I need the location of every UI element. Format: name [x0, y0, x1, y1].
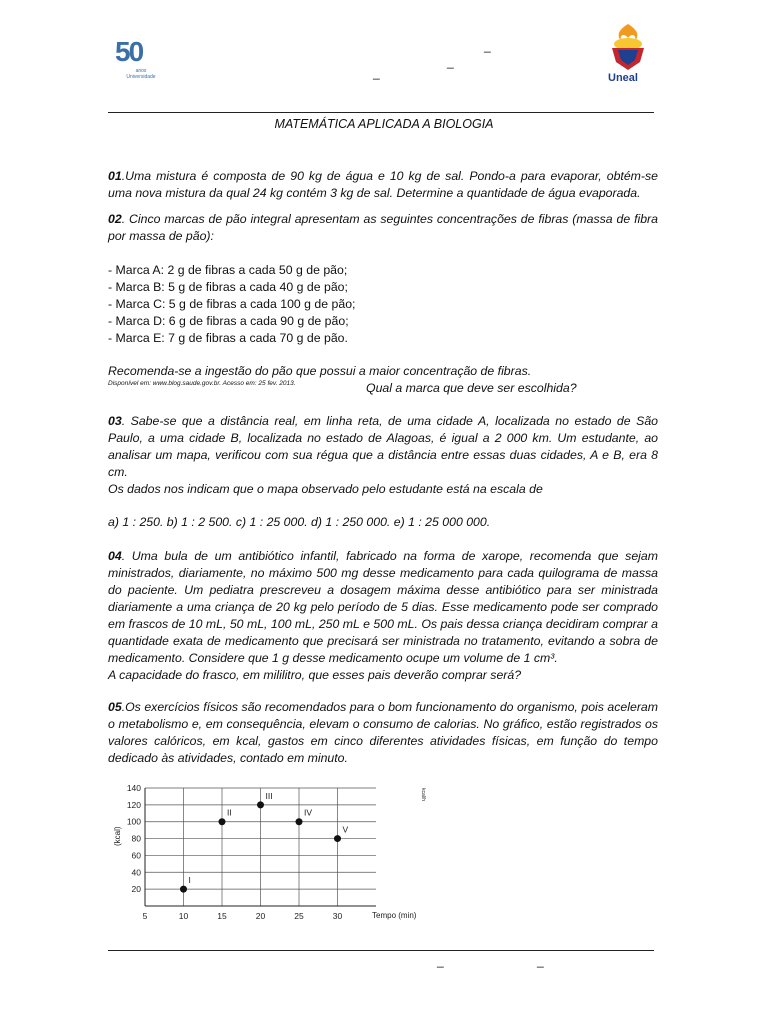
- question-02: [108, 211, 658, 245]
- question-04: [108, 548, 658, 684]
- logo-uneal: [606, 22, 650, 90]
- logo-uneal-text: Uneal: [608, 72, 638, 84]
- logo-subtext: anos Universidade: [126, 68, 156, 80]
- footer-rule: [108, 950, 654, 951]
- data-point-label: IV: [304, 807, 313, 818]
- question-text: A capacidade do frasco, em mililitro, que esses pais deverão comprar será?: [108, 668, 522, 682]
- data-point-label: II: [227, 807, 232, 818]
- question-text: .Os exercícios físicos são recomendados para o bom funcionamento do organismo, pois aceleram o metabolismo e, em consequência, elevam o consumo de calorias. No gráfico, estão registrados os valores calóricos, em kcal, gastos em cinco diferentes atividades físicas, em função do tempo dedicado às atividades, contado em minuto.: [108, 700, 658, 765]
- question-text: . Sabe-se que a distância real, em linha reta, de uma cidade A, localizada no estado de São Paulo, a uma cidade B, localizada no estado de Alagoas, é igual a 2 000 km. Um estudante, ao analisar um mapa, verificou com sua régua que a distância entre essas duas cidades, A e B, era 8 cm.: [108, 414, 658, 479]
- question-03: [108, 413, 658, 498]
- data-point-label: V: [342, 824, 349, 835]
- recommendation-text: Recomenda-se a ingestão do pão que possui a maior concentração de fibras.: [108, 364, 532, 378]
- uneal-crest-icon: [606, 22, 650, 72]
- list-item: - Marca D: 6 g de fibras a cada 90 g de pão;: [108, 314, 349, 328]
- data-point-label: I: [188, 875, 191, 886]
- question-number: 01: [108, 169, 122, 183]
- question-number: 03: [108, 414, 122, 428]
- question-05: [108, 699, 658, 767]
- x-tick-label: 10: [178, 911, 189, 921]
- source-citation: Disponível em: www.blog.saude.gov.br. Acesso em: 25 fev. 2013.: [108, 380, 296, 387]
- list-item: - Marca C: 5 g de fibras a cada 100 g de pão;: [108, 297, 356, 311]
- answer-options: a) 1 : 250. b) 1 : 2 500. c) 1 : 25 000. d) 1 : 250 000. e) 1 : 25 000 000.: [108, 515, 491, 529]
- header-rule: [108, 112, 654, 113]
- brand-list: [108, 262, 658, 347]
- data-point: [219, 818, 226, 825]
- y-axis-label: (kcal): [113, 826, 122, 846]
- question-number: 04: [108, 549, 122, 563]
- page-title: MATEMÁTICA APLICADA A BIOLOGIA: [274, 117, 494, 131]
- footer-dash: _: [537, 954, 544, 968]
- list-item: - Marca A: 2 g de fibras a cada 50 g de pão;: [108, 263, 348, 277]
- question-text: .Uma mistura é composta de 90 kg de água e 10 kg de sal. Pondo-a para evaporar, obtém-se uma nova mistura da qual 24 kg contém 3 kg de sal. Determine a quantidade de água evaporada.: [108, 169, 658, 200]
- header-dash: _: [447, 55, 454, 69]
- y-tick-label: 120: [126, 799, 141, 810]
- logo-50-anos: [115, 38, 161, 88]
- x-tick-label: 5: [142, 911, 148, 921]
- y-tick-label: 20: [131, 884, 141, 895]
- x-axis-label: Tempo (min): [372, 911, 417, 920]
- chart-ticks: [127, 783, 343, 921]
- data-point: [296, 818, 303, 825]
- x-tick-label: 30: [332, 911, 343, 921]
- question-01: [108, 168, 658, 202]
- calorie-chart: [108, 776, 438, 926]
- y-tick-label: 140: [126, 783, 141, 793]
- question-text: Os dados nos indicam que o mapa observado pelo estudante está na escala de: [108, 482, 543, 496]
- y-tick-label: 60: [131, 850, 141, 861]
- question-text: . Uma bula de um antibiótico infantil, fabricado na forma de xarope, recomenda que sejam ministrados, diariamente, no máximo 500 mg desse medicamento para cada quilograma de massa do paciente. Um pediatra prescreveu a dosagem máxima desse antibiótico para ser ministrada diariamente a uma criança de 20 kg pelo período de 5 dias. Esse medicamento pode ser comprado em frascos de 10 mL, 50 mL, 100 mL, 250 mL e 500 mL. Os pais dessa criança decidiram comprar a quantidade exata de medicamento que precisará ser ministrada no tratamento, evitando a sobra de medicamento. Considere que 1 g desse medicamento ocupe um volume de 1 cm³.: [108, 549, 658, 665]
- list-item: - Marca B: 5 g de fibras a cada 40 g de pão;: [108, 280, 348, 294]
- footer-dash: _: [437, 954, 444, 968]
- data-point: [257, 801, 264, 808]
- data-point-label: III: [265, 790, 273, 801]
- list-item: - Marca E: 7 g de fibras a cada 70 g de pão.: [108, 331, 348, 345]
- question-text: Qual a marca que deve ser escolhida?: [366, 381, 577, 395]
- logo-number: 50: [115, 36, 143, 67]
- y-tick-label: 80: [131, 833, 141, 844]
- x-tick-label: 25: [294, 911, 304, 921]
- y-tick-label: 100: [126, 816, 141, 827]
- question-number: 05: [108, 700, 122, 714]
- x-tick-label: 15: [217, 911, 227, 921]
- question-number: 02: [108, 212, 122, 226]
- x-tick-label: 20: [255, 911, 266, 921]
- data-point: [334, 835, 341, 842]
- chart-points: [180, 791, 349, 893]
- header-dash: _: [373, 66, 380, 80]
- data-point: [180, 886, 187, 893]
- y-tick-label: 40: [131, 867, 141, 878]
- chart-side-note: kcal/h: [420, 788, 426, 802]
- question-text: . Cinco marcas de pão integral apresentam as seguintes concentrações de fibras (massa de fibra por massa de pão):: [108, 212, 658, 243]
- header-dash: _: [484, 39, 491, 53]
